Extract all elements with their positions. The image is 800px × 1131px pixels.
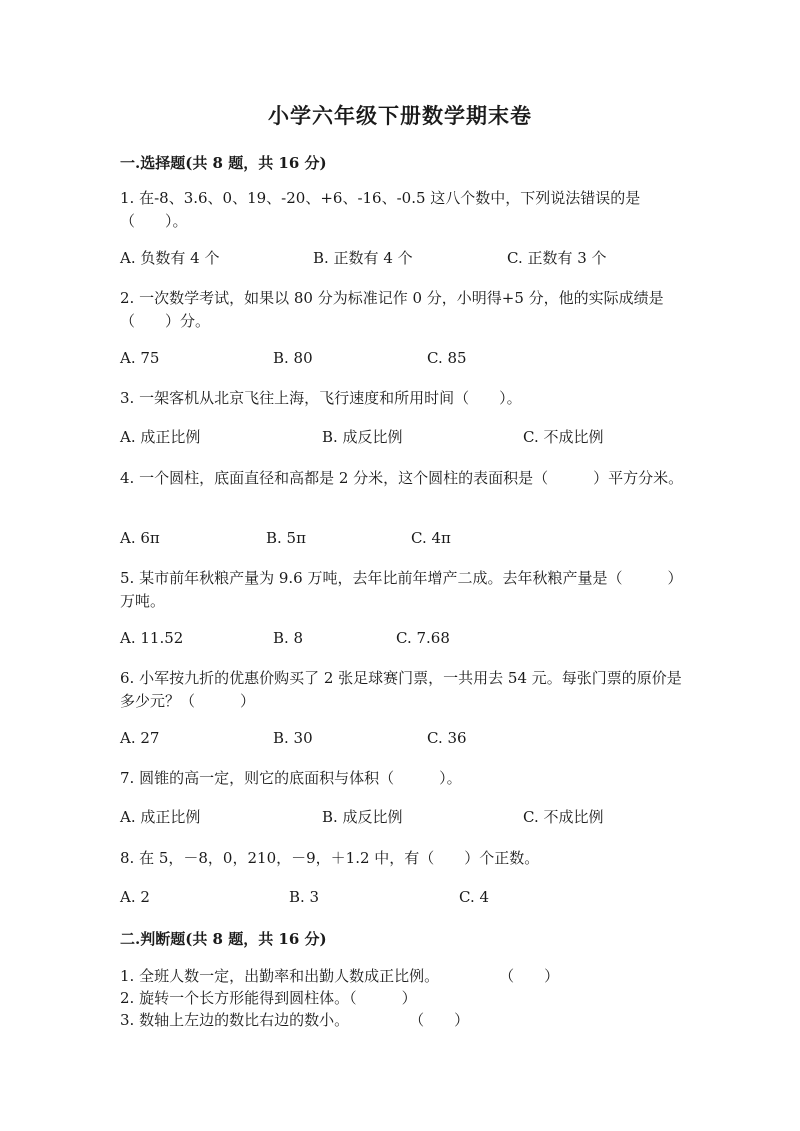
question-6-option-a: A. 27	[120, 729, 160, 747]
question-8-option-a: A. 2	[120, 888, 150, 906]
question-8: 8. 在 5，－8，0，210，－9，＋1.2 中，有（ ）个正数。	[120, 849, 540, 867]
question-6-option-c: C. 36	[427, 729, 467, 747]
question-6: 6. 小军按九折的优惠价购买了 2 张足球赛门票，一共用去 54 元。每张门票的原价是多少元？（ ）	[120, 669, 682, 710]
question-1-option-b: B. 正数有 4 个	[313, 249, 413, 267]
question-4-option-b: B. 5π	[266, 529, 306, 547]
question-7-option-c: C. 不成比例	[523, 808, 604, 826]
judgement-item-1: 1. 全班人数一定，出勤率和出勤人数成正比例。 （ ）	[120, 967, 560, 985]
question-8-option-c: C. 4	[459, 888, 490, 906]
question-2-option-a: A. 75	[120, 349, 160, 367]
exam-title: 小学六年级下册数学期末卷	[268, 103, 532, 128]
question-1: 1. 在-8、3.6、0、19、-20、+6、-16、-0.5 这八个数中，下列说法错误的是（ ）。	[120, 189, 641, 230]
question-6-option-b: B. 30	[273, 729, 313, 747]
question-3: 3. 一架客机从北京飞往上海，飞行速度和所用时间（ ）。	[120, 389, 522, 407]
question-7-option-a: A. 成正比例	[120, 808, 201, 826]
judgement-item-3: 3. 数轴上左边的数比右边的数小。 （ ）	[120, 1011, 470, 1029]
section-heading-choice: 一.选择题(共 8 题，共 16 分)	[120, 154, 327, 172]
section-heading-judgement: 二.判断题(共 8 题，共 16 分)	[120, 930, 327, 948]
judgement-item-2: 2. 旋转一个长方形能得到圆柱体。（ ）	[120, 989, 417, 1007]
question-3-option-b: B. 成反比例	[322, 428, 403, 446]
question-7: 7. 圆锥的高一定，则它的底面积与体积（ ）。	[120, 769, 462, 787]
question-1-option-a: A. 负数有 4 个	[120, 249, 220, 267]
question-3-option-a: A. 成正比例	[120, 428, 201, 446]
question-2: 2. 一次数学考试，如果以 80 分为标准记作 0 分，小明得+5 分，他的实际成绩是（ ）分。	[120, 289, 664, 330]
question-4-option-c: C. 4π	[411, 529, 451, 547]
question-8-option-b: B. 3	[289, 888, 320, 906]
question-4: 4. 一个圆柱，底面直径和高都是 2 分米，这个圆柱的表面积是（ ）平方分米。	[120, 469, 684, 487]
question-1-option-c: C. 正数有 3 个	[507, 249, 607, 267]
question-7-option-b: B. 成反比例	[322, 808, 403, 826]
question-5-option-b: B. 8	[273, 629, 304, 647]
question-5-option-c: C. 7.68	[396, 629, 450, 647]
question-5: 5. 某市前年秋粮产量为 9.6 万吨，去年比前年增产二成。去年秋粮产量是（ ）万吨。	[120, 569, 683, 610]
question-2-option-c: C. 85	[427, 349, 467, 367]
question-4-option-a: A. 6π	[120, 529, 160, 547]
question-2-option-b: B. 80	[273, 349, 313, 367]
question-3-option-c: C. 不成比例	[523, 428, 604, 446]
question-5-option-a: A. 11.52	[120, 629, 184, 647]
